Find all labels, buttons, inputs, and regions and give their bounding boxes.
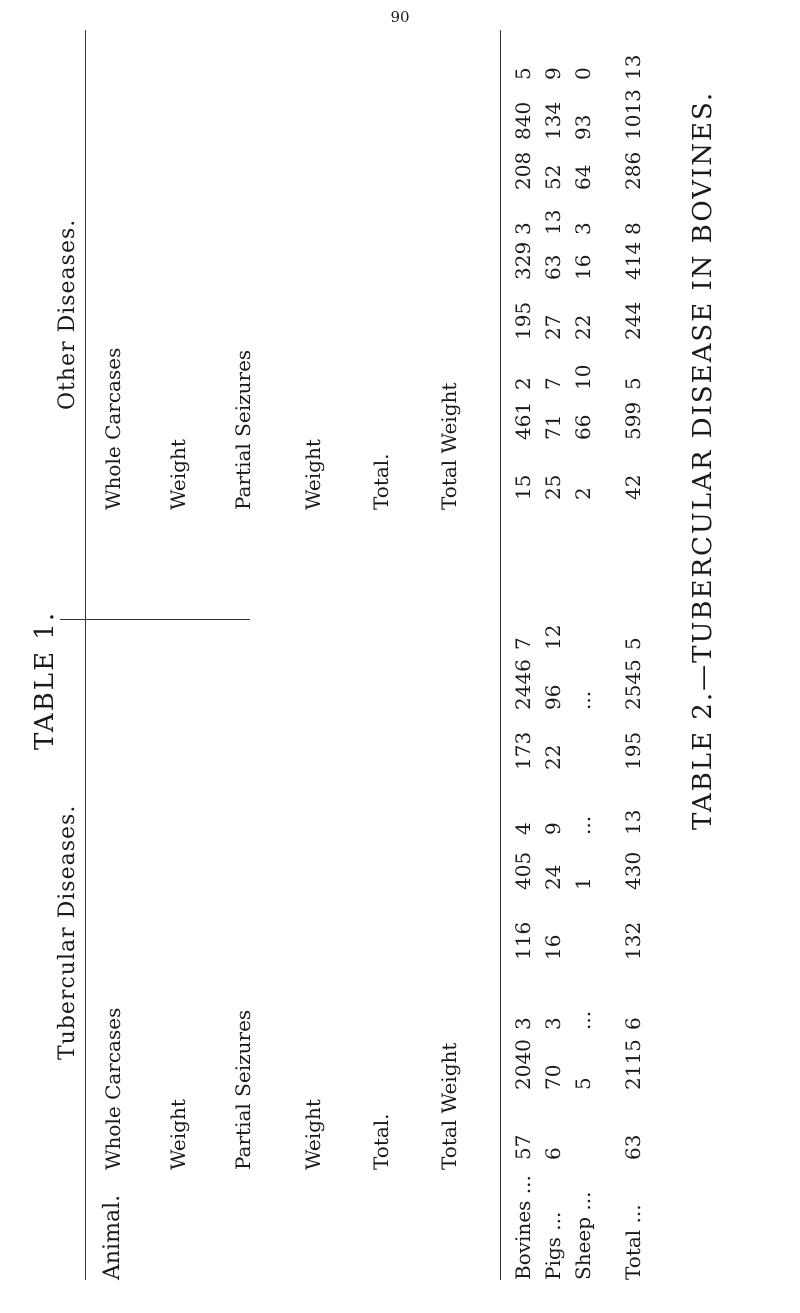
t1-oth-total-1: 52 (541, 164, 565, 190)
t1-tub-weight-1-lb: 3 (541, 1017, 565, 1030)
t1-oth-weight2-0-lb: 3 (511, 222, 535, 235)
t1-tub-totalweight-header: Total Weight (437, 1042, 461, 1170)
t1-oth-total-0: 208 (511, 151, 535, 190)
t1-animal-3: Total ... (621, 1204, 645, 1280)
t1-tub-tw-1: 96 (541, 684, 565, 710)
t1-oth-partial-3: 244 (621, 301, 645, 340)
t1-tub-weight2-header: Weight (301, 1099, 325, 1170)
table1-top-rule-left (85, 620, 86, 1280)
t1-oth-tw-3: 1013 (621, 89, 645, 140)
t1-animal-1: Pigs ... (541, 1211, 565, 1280)
t1-tub-tw-0: 2446 (511, 659, 535, 710)
t1-tub-weight-1: 70 (541, 1064, 565, 1090)
t1-oth-partial-1: 27 (541, 314, 565, 340)
t1-tub-weight2-3-lb: 13 (621, 809, 645, 835)
t1-tub-weight-0-lb: 3 (511, 1017, 535, 1030)
t1-tub-whole-3: 63 (621, 1134, 645, 1160)
t1-oth-weight-3: 599 (621, 401, 645, 440)
t1-tub-weight2-1: 24 (541, 864, 565, 890)
t1-oth-weight2-3: 414 (621, 241, 645, 280)
t1-tub-whole-1: 6 (541, 1147, 565, 1160)
t1-oth-whole-0: 15 (511, 474, 535, 500)
t1-tub-weight-2: 5 (571, 1077, 595, 1090)
t1-tub-weight2-3: 430 (621, 851, 645, 890)
t1-tub-whole-header: Whole Carcases (101, 1007, 125, 1170)
t1-oth-tw-0: 840 (511, 101, 535, 140)
t1-oth-tw-1: 134 (541, 101, 565, 140)
group-tubercular: Tubercular Diseases. (55, 804, 80, 1060)
t1-oth-weight-2-lb: 10 (571, 364, 595, 390)
group-other: Other Diseases. (55, 218, 80, 410)
t1-tub-weight2-1-lb: 9 (541, 822, 565, 835)
t1-tub-partial-0: 116 (511, 921, 535, 960)
t1-tub-total-3: 195 (621, 731, 645, 770)
t1-oth-tw-2-lb: 0 (571, 67, 595, 80)
t1-oth-weight2-2: 16 (571, 254, 595, 280)
group-divider (60, 619, 250, 620)
t1-oth-weight-1: 71 (541, 414, 565, 440)
t1-tub-partial-3: 132 (621, 921, 645, 960)
t1-oth-weight-3-lb: 5 (621, 377, 645, 390)
t1-animal-0: Bovines ... (511, 1175, 535, 1280)
t1-oth-tw-3-lb: 13 (621, 54, 645, 80)
page-number: 90 (390, 8, 410, 26)
t1-oth-whole-2: 2 (571, 487, 595, 500)
t1-oth-tw-1-lb: 9 (541, 67, 565, 80)
t1-tub-partial-1: 16 (541, 934, 565, 960)
t1-tub-total-header: Total. (369, 1113, 393, 1170)
t1-tub-tw-0-lb: 7 (511, 637, 535, 650)
t1-tub-weight-3: 2115 (621, 1039, 645, 1090)
rotated-content (0, 30, 800, 1290)
t1-tub-weight2-2-lb: ... (571, 815, 595, 835)
t1-oth-weight-1-lb: 7 (541, 377, 565, 390)
t1-tub-weight-header: Weight (166, 1099, 190, 1170)
t1-tub-partial-header: Partial Seizures (231, 1009, 255, 1170)
t1-tub-total-1: 22 (541, 744, 565, 770)
t1-oth-weight-0: 461 (511, 401, 535, 440)
t1-oth-whole-header: Whole Carcases (101, 347, 125, 510)
t1-oth-total-2: 64 (571, 164, 595, 190)
t1-tub-weight2-2: 1 (571, 877, 595, 890)
t1-oth-partial-header: Partial Seizures (231, 349, 255, 510)
t1-oth-whole-3: 42 (621, 474, 645, 500)
t1-tub-weight-3-lb: 6 (621, 1017, 645, 1030)
t1-tub-total-0: 173 (511, 731, 535, 770)
table1-top-rule (85, 30, 86, 620)
t1-oth-weight2-header: Weight (301, 439, 325, 510)
t1-oth-tw-0-lb: 5 (511, 67, 535, 80)
t1-oth-tw-2: 93 (571, 114, 595, 140)
t1-oth-partial-0: 195 (511, 301, 535, 340)
t1-animal-header: Animal. (100, 1194, 125, 1280)
t1-tub-weight2-0: 405 (511, 851, 535, 890)
t1-header-rule (500, 30, 501, 1280)
t1-oth-total-header: Total. (369, 453, 393, 510)
t1-oth-weight2-3-lb: 8 (621, 222, 645, 235)
t1-tub-whole-0: 57 (511, 1134, 535, 1160)
t1-oth-whole-1: 25 (541, 474, 565, 500)
t1-oth-weight2-1: 63 (541, 254, 565, 280)
t1-oth-total-3: 286 (621, 151, 645, 190)
t1-oth-partial-2: 22 (571, 314, 595, 340)
t1-tub-tw-1-lb: 12 (541, 624, 565, 650)
t1-animal-2: Sheep ... (571, 1191, 595, 1280)
t1-oth-weight2-2-lb: 3 (571, 222, 595, 235)
t1-oth-weight2-1-lb: 13 (541, 209, 565, 235)
t1-oth-weight2-0: 329 (511, 241, 535, 280)
t1-tub-tw-3: 2545 (621, 659, 645, 710)
t1-oth-weight-2: 66 (571, 414, 595, 440)
t1-oth-weight-header: Weight (166, 439, 190, 510)
table1-title: TABLE 1. (30, 610, 60, 750)
t1-tub-weight-0: 2040 (511, 1039, 535, 1090)
t1-tub-tw-2: ... (571, 690, 595, 710)
t1-tub-weight-2-lb: ... (571, 1010, 595, 1030)
t1-oth-totalweight-header: Total Weight (437, 382, 461, 510)
t1-tub-tw-3-lb: 5 (621, 637, 645, 650)
t1-oth-weight-0-lb: 2 (511, 377, 535, 390)
t1-tub-weight2-0-lb: 4 (511, 822, 535, 835)
table2-title: TABLE 2.—TUBERCULAR DISEASE IN BOVINES. (688, 90, 718, 830)
